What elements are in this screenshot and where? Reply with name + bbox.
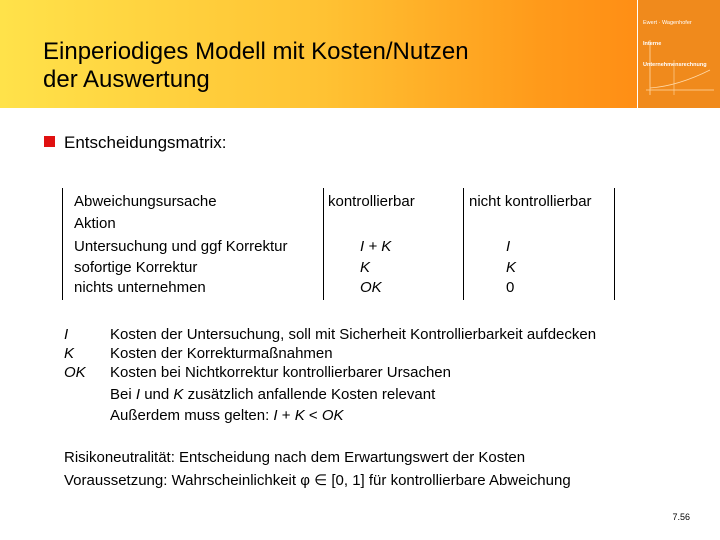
bullet-entscheidungsmatrix (44, 133, 227, 153)
legend-text: Kosten der Korrekturmaßnahmen (110, 345, 333, 362)
bullet-square-icon (44, 136, 55, 147)
matrix-cell: K (506, 259, 517, 276)
header-banner (0, 0, 720, 108)
matrix-row-action: sofortige Korrektur (74, 259, 198, 276)
matrix-header-not-controllable: nicht kontrollierbar (469, 193, 592, 210)
phi-symbol: φ ∈ (300, 472, 328, 489)
page-number: 7.56 (672, 512, 690, 522)
matrix-row-action: Untersuchung und ggf Korrektur (74, 238, 288, 255)
slide-title (43, 38, 469, 94)
legend-symbol: OK (64, 364, 86, 381)
legend-text: Kosten der Untersuchung, soll mit Sicherheit Kontrollierbarkeit aufdecken (110, 326, 597, 343)
matrix-border-right (614, 188, 615, 300)
matrix-header-action: Aktion (74, 215, 116, 232)
matrix-header-cause: Abweichungsursache (74, 193, 217, 210)
note-risk-neutrality: Risikoneutralität: Entscheidung nach dem Erwartungswert der Kosten (64, 449, 526, 466)
book-cover-text: Ewert · Wagenhofer Interne Unternehmensrechnung (643, 20, 707, 68)
legend-symbol: K (64, 345, 75, 362)
book-cover-image (637, 0, 720, 108)
title-line-2: der Auswertung (43, 66, 210, 93)
legend-text: Kosten bei Nichtkorrektur kontrollierbarer Ursachen (110, 364, 451, 381)
note-condition: Außerdem muss gelten: I + K < OK (110, 407, 344, 424)
matrix-cell: 0 (506, 279, 515, 296)
matrix-divider (463, 188, 464, 300)
note-extra-costs: Bei I und K zusätzlich anfallende Kosten relevant (110, 386, 436, 403)
matrix-row-action: nichts unternehmen (74, 279, 206, 296)
bullet-text: Entscheidungsmatrix: (64, 133, 227, 152)
matrix-cell: OK (360, 279, 382, 296)
matrix-border-left (62, 188, 63, 300)
matrix-divider (323, 188, 324, 300)
legend-symbol: I (64, 326, 69, 343)
matrix-cell: I + K (360, 238, 392, 255)
matrix-cell: I (506, 238, 511, 255)
matrix-cell: K (360, 259, 371, 276)
note-assumption: Voraussetzung: Wahrscheinlichkeit φ ∈ [0, 1] für kontrollierbare Abweichung (64, 472, 571, 489)
matrix-header-controllable: kontrollierbar (328, 193, 415, 210)
title-line-1: Einperiodiges Modell mit Kosten/Nutzen (43, 38, 469, 65)
